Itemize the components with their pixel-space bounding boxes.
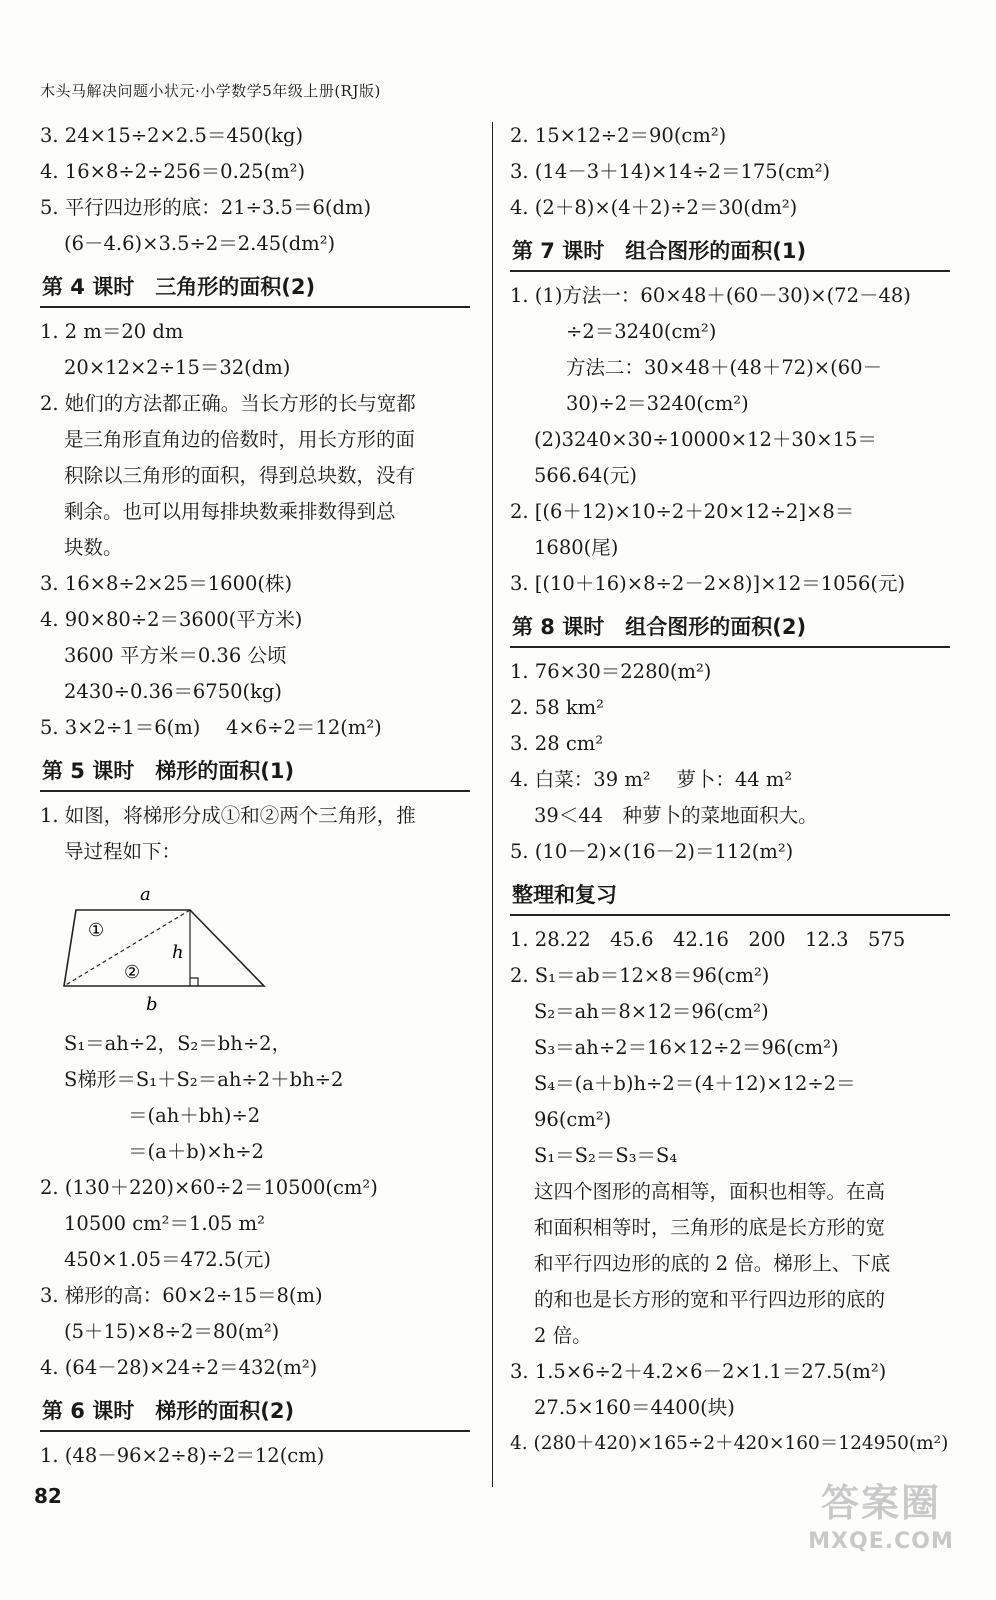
answer-line: 1. (48－96×2÷8)÷2＝12(cm) bbox=[40, 1444, 325, 1467]
column-divider bbox=[492, 122, 493, 1487]
answer-line: 450×1.05＝472.5(元) bbox=[64, 1248, 272, 1271]
section-title-lesson4: 第 4 课时 三角形的面积(2) bbox=[40, 268, 470, 308]
answer-line: 3. 24×15÷2×2.5＝450(kg) bbox=[40, 124, 304, 147]
answer-line: 4. 90×80÷2＝3600(平方米) bbox=[40, 608, 303, 631]
section-title-lesson7: 第 7 课时 组合图形的面积(1) bbox=[510, 232, 950, 272]
answer-line: 3. (14－3＋14)×14÷2＝175(cm²) bbox=[510, 160, 831, 183]
answer-line: S₃＝ah÷2＝16×12÷2＝96(cm²) bbox=[534, 1036, 839, 1059]
answer-line: 方法二：30×48＋(48＋72)×(60－ bbox=[566, 356, 883, 379]
answer-line: 566.64(元) bbox=[534, 464, 637, 487]
answer-line: 3600 平方米＝0.36 公顷 bbox=[64, 644, 287, 667]
answer-line: 的和也是长方形的宽和平行四边形的底的 bbox=[534, 1288, 886, 1311]
answer-line: 导过程如下： bbox=[64, 840, 182, 863]
answer-line: 2. 她们的方法都正确。当长方形的长与宽都 bbox=[40, 392, 416, 415]
label-h: h bbox=[172, 942, 184, 963]
answer-line: 2. 58 km² bbox=[510, 696, 604, 719]
answer-line: 积除以三角形的面积，得到总块数，没有 bbox=[64, 464, 416, 487]
answer-line: 2. S₁＝ab＝12×8＝96(cm²) bbox=[510, 964, 770, 987]
answer-line: 4. (64－28)×24÷2＝432(m²) bbox=[40, 1356, 318, 1379]
right-angle-mark bbox=[190, 978, 198, 986]
label-a: a bbox=[140, 884, 151, 905]
answer-line: 4. 白菜：39 m² 萝卜：44 m² bbox=[510, 768, 793, 791]
answer-line: 20×12×2÷15＝32(dm) bbox=[64, 356, 291, 379]
trapezoid-diagram bbox=[40, 874, 300, 1024]
section-title-lesson5: 第 5 课时 梯形的面积(1) bbox=[40, 752, 470, 792]
watermark bbox=[796, 1478, 966, 1568]
answer-line: S₂＝ah＝8×12＝96(cm²) bbox=[534, 1000, 769, 1023]
label-triangle-2: ② bbox=[124, 962, 141, 983]
answer-line: 2 倍。 bbox=[534, 1324, 592, 1347]
page-number: 82 bbox=[34, 1484, 62, 1508]
answer-line: 3. 梯形的高：60×2÷15＝8(m) bbox=[40, 1284, 323, 1307]
formula-line: ＝(a＋b)×h÷2 bbox=[128, 1140, 264, 1163]
answer-line: 5. 3×2÷1＝6(m) 4×6÷2＝12(m²) bbox=[40, 716, 382, 739]
section-title-lesson8: 第 8 课时 组合图形的面积(2) bbox=[510, 608, 950, 648]
section-title-lesson6: 第 6 课时 梯形的面积(2) bbox=[40, 1392, 470, 1432]
answer-line: S₁＝S₂＝S₃＝S₄ bbox=[534, 1144, 678, 1167]
answer-line: 4. (2＋8)×(4＋2)÷2＝30(dm²) bbox=[510, 196, 798, 219]
answer-line: 1. 28.22 45.6 42.16 200 12.3 575 bbox=[510, 928, 906, 951]
left-column bbox=[40, 118, 470, 1474]
answer-line: (5＋15)×8÷2＝80(m²) bbox=[64, 1320, 280, 1343]
answer-line: 2. (130＋220)×60÷2＝10500(cm²) bbox=[40, 1176, 378, 1199]
trapezoid-figure bbox=[40, 874, 470, 1024]
answer-line: 27.5×160＝4400(块) bbox=[534, 1396, 735, 1419]
watermark-logo-text: 答案圈 bbox=[820, 1481, 941, 1525]
formula-line: ＝(ah＋bh)÷2 bbox=[128, 1104, 261, 1127]
label-triangle-1: ① bbox=[88, 920, 105, 941]
answer-line: 4. (280＋420)×165÷2＋420×160＝124950(m²) bbox=[510, 1433, 949, 1454]
answer-line: 96(cm²) bbox=[534, 1108, 612, 1131]
answer-line: 10500 cm²＝1.05 m² bbox=[64, 1212, 265, 1235]
watermark-url-text: MXQE.COM bbox=[808, 1529, 954, 1554]
answer-line: ÷2＝3240(cm²) bbox=[566, 320, 717, 343]
answer-line: 这四个图形的高相等，面积也相等。在高 bbox=[534, 1180, 886, 1203]
answer-line: 块数。 bbox=[64, 536, 123, 559]
answer-line: 4. 16×8÷2÷256＝0.25(m²) bbox=[40, 160, 306, 183]
answer-line: (6－4.6)×3.5÷2＝2.45(dm²) bbox=[64, 232, 336, 255]
answer-line: 剩余。也可以用每排块数乘排数得到总 bbox=[64, 500, 396, 523]
answer-line: 2. [(6＋12)×10÷2＋20×12÷2]×8＝ bbox=[510, 500, 855, 523]
answer-line: 1. 如图，将梯形分成①和②两个三角形，推 bbox=[40, 804, 416, 827]
answer-line: S₄＝(a＋b)h÷2＝(4＋12)×12÷2＝ bbox=[534, 1072, 856, 1095]
answer-line: 30)÷2＝3240(cm²) bbox=[566, 392, 749, 415]
answer-line: 和面积相等时，三角形的底是长方形的宽 bbox=[534, 1216, 886, 1239]
answer-line: 5. 平行四边形的底：21÷3.5＝6(dm) bbox=[40, 196, 372, 219]
answer-line: 2. 15×12÷2＝90(cm²) bbox=[510, 124, 727, 147]
answer-line: 3. 16×8÷2×25＝1600(株) bbox=[40, 572, 293, 595]
answer-line: 1. 76×30＝2280(m²) bbox=[510, 660, 712, 683]
answer-line: 3. [(10＋16)×8÷2－2×8)]×12＝1056(元) bbox=[510, 572, 906, 595]
answer-line: 1. (1)方法一：60×48＋(60－30)×(72－48) bbox=[510, 284, 911, 307]
label-b: b bbox=[146, 994, 158, 1015]
answer-line: 2430÷0.36＝6750(kg) bbox=[64, 680, 283, 703]
answer-line: 1680(尾) bbox=[534, 536, 619, 559]
right-column bbox=[510, 118, 950, 1462]
answer-line: 3. 28 cm² bbox=[510, 732, 604, 755]
answer-line: 和平行四边形的底的 2 倍。梯形上、下底 bbox=[534, 1252, 891, 1275]
answer-line: 5. (10－2)×(16－2)＝112(m²) bbox=[510, 840, 794, 863]
answer-line: 1. 2 m＝20 dm bbox=[40, 320, 184, 343]
answer-line: 3. 1.5×6÷2＋4.2×6－2×1.1＝27.5(m²) bbox=[510, 1360, 887, 1383]
answer-line: 39＜44 种萝卜的菜地面积大。 bbox=[534, 804, 818, 827]
section-title-review: 整理和复习 bbox=[510, 876, 950, 916]
formula-line: S梯形＝S₁＋S₂＝ah÷2＋bh÷2 bbox=[64, 1068, 344, 1091]
running-header: 木头马解决问题小状元·小学数学5年级上册(RJ版) bbox=[40, 82, 381, 100]
formula-line: S₁＝ah÷2，S₂＝bh÷2， bbox=[64, 1032, 292, 1055]
answer-line: (2)3240×30÷10000×12＋30×15＝ bbox=[534, 428, 877, 451]
answer-line: 是三角形直角边的倍数时，用长方形的面 bbox=[64, 428, 416, 451]
